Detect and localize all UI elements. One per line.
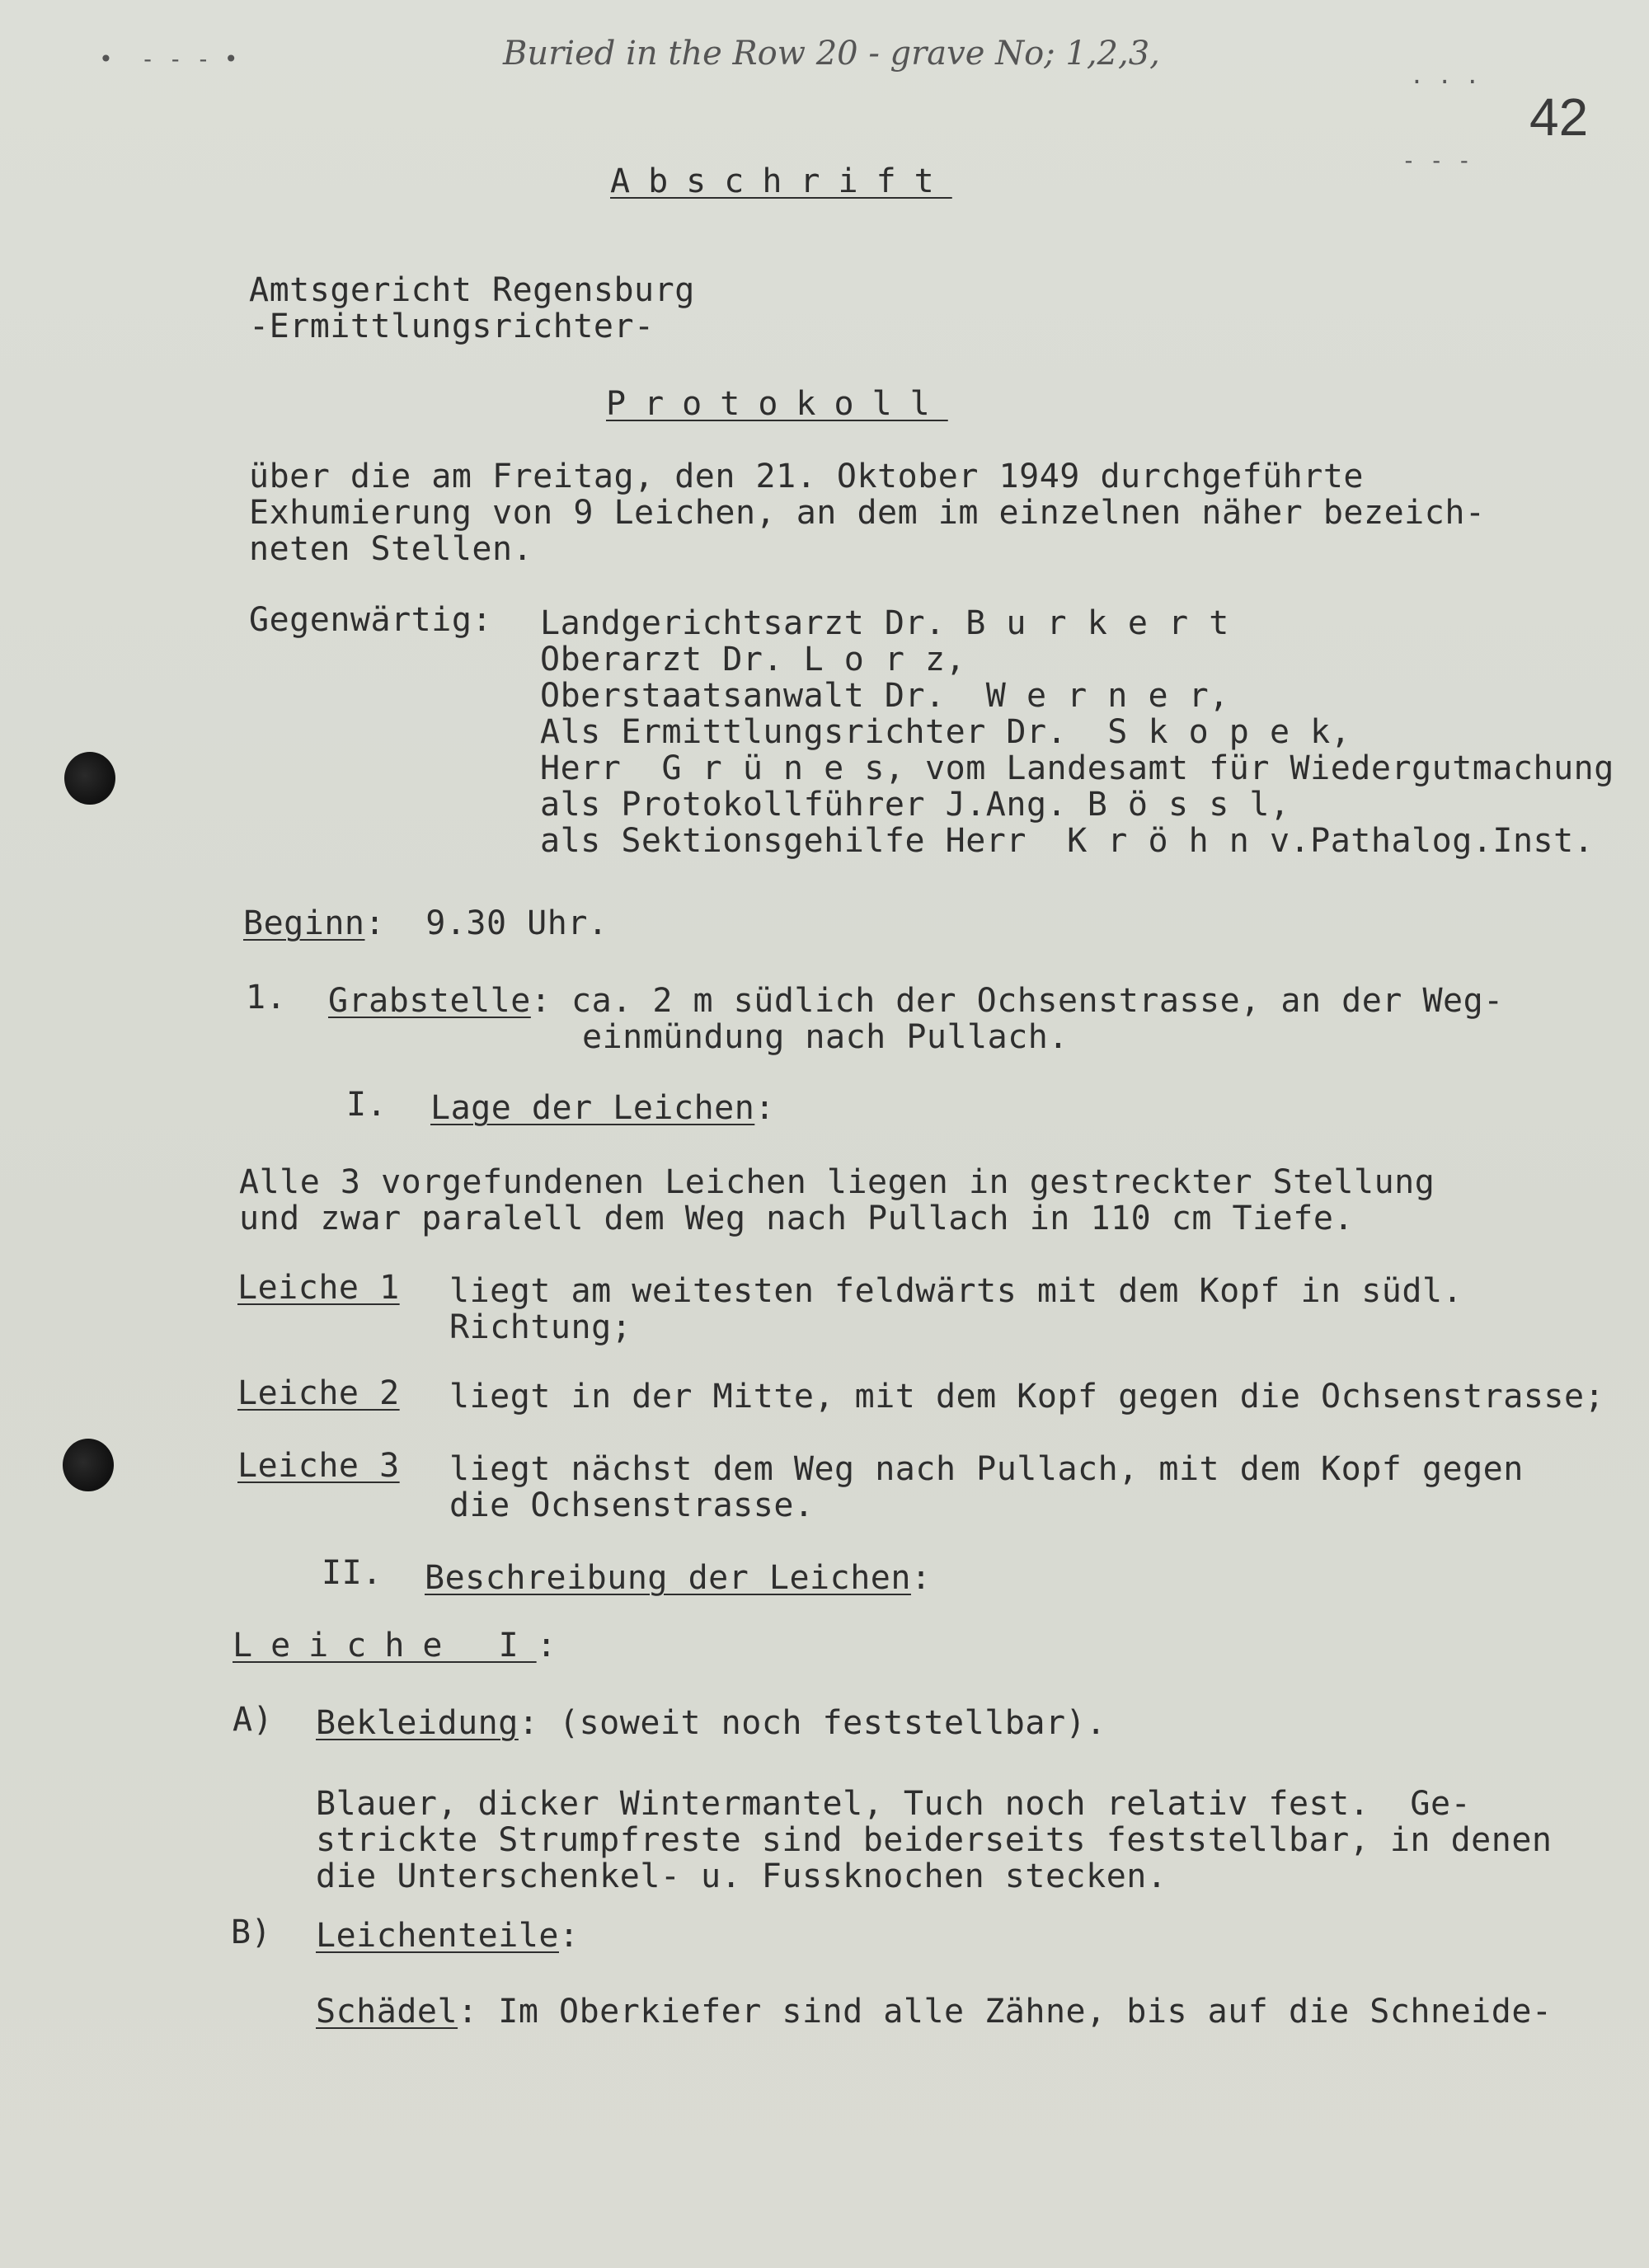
body-2-text-1: liegt in der Mitte, mit dem Kopf gegen die Ochsenstrasse; xyxy=(449,1378,1605,1416)
body-2-label: Leiche 2 xyxy=(237,1374,400,1412)
section-1-number: I. xyxy=(346,1086,388,1124)
handwritten-note: Buried in the Row 20 - grave No; 1,2,3, xyxy=(503,35,1160,73)
present-line-5: Herr G r ü n e s, vom Landesamt für Wiedergutmachung xyxy=(540,749,1614,787)
section-2-colon: : xyxy=(910,1559,932,1597)
section-1-heading xyxy=(430,1090,775,1126)
body-1-heading xyxy=(233,1627,557,1664)
intro-line-2: Exhumierung von 9 Leichen, an dem im einzelnen näher bezeich- xyxy=(249,494,1486,532)
present-line-7: als Sektionsgehilfe Herr K r ö h n v.Pathalog.Inst. xyxy=(540,822,1595,860)
body-1-heading-colon: : xyxy=(536,1627,557,1665)
section-2-number: II. xyxy=(322,1554,383,1592)
body-3-label: Leiche 3 xyxy=(237,1447,400,1485)
clothing-line-1: Blauer, dicker Wintermantel, Tuch noch relativ fest. Ge- xyxy=(316,1785,1472,1823)
court-department: -Ermittlungsrichter- xyxy=(249,308,655,345)
clothing-line-3: die Unterschenkel- u. Fussknochen stecken. xyxy=(316,1857,1167,1895)
parts-heading xyxy=(316,1918,580,1954)
punch-hole-lower xyxy=(63,1439,114,1491)
body-3-text-2: die Ochsenstrasse. xyxy=(449,1486,815,1524)
clothing-heading xyxy=(316,1705,1106,1741)
begin-value: : 9.30 Uhr. xyxy=(364,904,608,942)
clothing-line-2: strickte Strumpfreste sind beiderseits feststellbar, in denen xyxy=(316,1821,1553,1859)
section-1-colon: : xyxy=(754,1089,775,1127)
skull-line xyxy=(316,1993,1553,2030)
parts-number: B) xyxy=(231,1913,272,1951)
grave-text-2: einmündung nach Pullach. xyxy=(582,1018,1069,1056)
clothing-note: : (soweit noch feststellbar). xyxy=(518,1704,1106,1742)
document-heading: Abschrift xyxy=(610,162,952,200)
grave-label: Grabstelle xyxy=(328,982,531,1020)
grave-number: 1. xyxy=(246,979,287,1017)
body-1-heading-label: Leiche I xyxy=(233,1627,537,1665)
court-name: Amtsgericht Regensburg xyxy=(249,271,695,309)
protocol-title: Protokoll xyxy=(606,385,948,423)
grave-line-1 xyxy=(328,983,1504,1019)
clothing-label: Bekleidung xyxy=(316,1704,519,1742)
parts-colon: : xyxy=(558,1917,580,1955)
intro-line-1: über die am Freitag, den 21. Oktober 1949 durchgeführte xyxy=(249,458,1365,495)
section-1-label: Lage der Leichen xyxy=(430,1089,755,1127)
begin-label: Beginn xyxy=(243,904,365,942)
section-2-heading xyxy=(425,1560,932,1596)
skull-label: Schädel xyxy=(316,1993,458,2031)
position-line-2: und zwar paralell dem Weg nach Pullach in 110 cm Tiefe. xyxy=(239,1200,1355,1237)
present-line-2: Oberarzt Dr. L o r z, xyxy=(540,641,966,679)
parts-label: Leichenteile xyxy=(316,1917,559,1955)
body-3-text-1: liegt nächst dem Weg nach Pullach, mit dem Kopf gegen xyxy=(449,1450,1524,1488)
clothing-number: A) xyxy=(233,1701,274,1739)
body-1-text-1: liegt am weitesten feldwärts mit dem Kopf in südl. xyxy=(449,1272,1463,1310)
skull-text: : Im Oberkiefer sind alle Zähne, bis auf die Schneide- xyxy=(458,1993,1553,2031)
intro-line-3: neten Stellen. xyxy=(249,530,533,568)
corner-dashes: . . . xyxy=(1410,62,1480,89)
body-1-text-2: Richtung; xyxy=(449,1308,632,1346)
page-number: 42 xyxy=(1529,87,1589,147)
punch-hole-upper xyxy=(64,752,115,805)
present-line-3: Oberstaatsanwalt Dr. W e r n e r, xyxy=(540,677,1229,715)
corner-dashes-lower: - - - xyxy=(1402,147,1472,174)
present-line-1: Landgerichtsarzt Dr. B u r k e r t xyxy=(540,604,1229,642)
corner-mark: • - - - • xyxy=(99,45,238,73)
present-label: Gegenwärtig: xyxy=(249,601,492,639)
present-line-6: als Protokollführer J.Ang. B ö s s l, xyxy=(540,786,1290,824)
position-line-1: Alle 3 vorgefundenen Leichen liegen in gestreckter Stellung xyxy=(239,1163,1435,1201)
body-1-label: Leiche 1 xyxy=(237,1269,400,1307)
grave-text-1: : ca. 2 m südlich der Ochsenstrasse, an der Weg- xyxy=(530,982,1504,1020)
present-line-4: Als Ermittlungsrichter Dr. S k o p e k, xyxy=(540,713,1351,751)
begin-line xyxy=(243,905,608,941)
section-2-label: Beschreibung der Leichen xyxy=(425,1559,911,1597)
